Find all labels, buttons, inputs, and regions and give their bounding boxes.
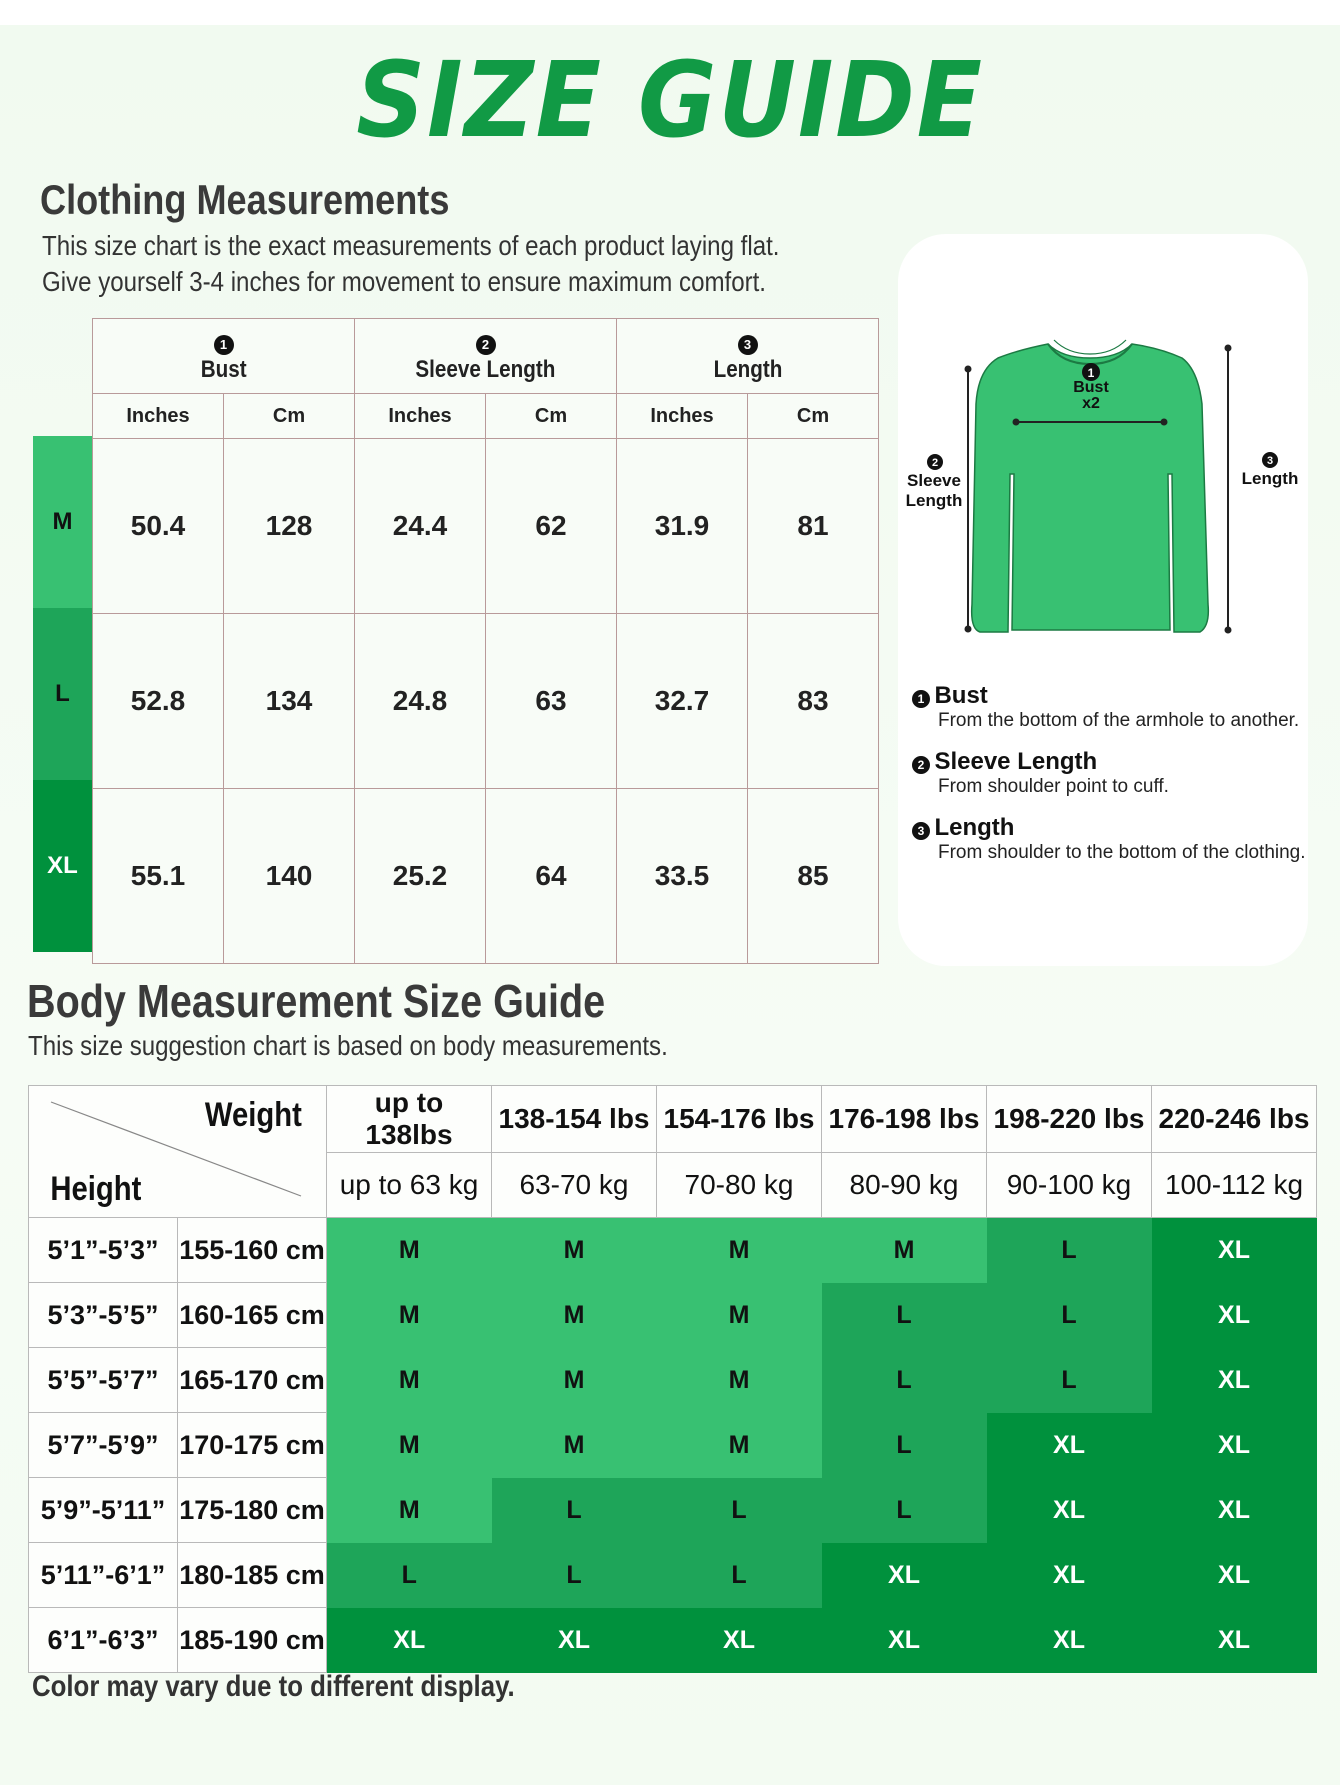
body-size-table [28,1085,1317,1673]
size-cell: XL [492,1608,657,1673]
height-ft-label: 5’11”-6’1” [29,1543,178,1608]
size-cell: XL [987,1543,1152,1608]
size-cell: M [657,1283,822,1348]
cell-value: 31.9 [617,439,748,614]
size-cell: L [657,1543,822,1608]
cell-value: 50.4 [93,439,224,614]
size-cell: L [822,1413,987,1478]
table-row [29,1543,1317,1608]
height-ft-label: 5’3”-5’5” [29,1283,178,1348]
number-badge: 1 [912,690,930,708]
cell-value: 83 [748,614,879,789]
size-cell: M [657,1218,822,1283]
cell-value: 62 [486,439,617,614]
clothing-table [92,318,879,964]
cell-value: 134 [224,614,355,789]
legend-title: Bust [934,682,988,709]
size-cell: L [327,1543,492,1608]
size-tag-xl: XL [33,780,92,952]
size-cell: M [327,1413,492,1478]
legend-title: Sleeve Length [934,748,1098,775]
bust-diagram-label: Bust [1073,379,1109,396]
weight-kg-header: 63-70 kg [492,1153,657,1218]
height-cm-label: 155-160 cm [178,1218,327,1283]
cell-value: 32.7 [617,614,748,789]
page-title: SIZE GUIDE [356,39,984,161]
sleeve-diagram-label-1: Sleeve [907,471,961,490]
table-row [29,1283,1317,1348]
cell-value: 63 [486,614,617,789]
size-cell: M [492,1348,657,1413]
clothing-desc-1: This size chart is the exact measurements of each product laying flat. [42,230,780,261]
sleeve-dot-top [965,366,972,373]
body-desc: This size suggestion chart is based on body measurements. [28,1030,668,1061]
legend-item-sleeve [912,748,1169,798]
height-ft-label: 5’1”-5’3” [29,1218,178,1283]
body-heading: Body Measurement Size Guide [27,975,606,1027]
sleeve-badge-number: 2 [931,457,939,469]
size-cell: XL [1152,1478,1317,1543]
table-row [29,1348,1317,1413]
length-dot-top [1225,345,1232,352]
number-badge: 2 [912,756,930,774]
cell-value: 64 [486,789,617,964]
cell-value: 81 [748,439,879,614]
length-badge-number: 3 [1266,455,1274,467]
shirt-diagram [898,274,1308,634]
size-cell: XL [987,1608,1152,1673]
footer-note: Color may vary due to different display. [32,1670,515,1703]
bust-dot-left [1013,419,1020,426]
height-cm-label: 180-185 cm [178,1543,327,1608]
size-cell: L [822,1478,987,1543]
size-cell: L [987,1283,1152,1348]
weight-lbs-header: 198-220 lbs [987,1086,1152,1153]
size-cell: L [492,1478,657,1543]
cell-value: 128 [224,439,355,614]
unit-header: Cm [224,394,355,439]
size-cell: M [327,1348,492,1413]
number-badge: 2 [476,335,496,355]
sleeve-dot-bottom [965,626,972,633]
legend-title: Length [934,814,1015,841]
cell-value: 85 [748,789,879,964]
cell-value: 24.4 [355,439,486,614]
legend-item-length [912,814,1306,864]
weight-kg-header: 80-90 kg [822,1153,987,1218]
table-row [93,614,879,789]
weight-lbs-header: 154-176 lbs [657,1086,822,1153]
height-label: Height [50,1170,142,1208]
bust-badge-number: 1 [1087,366,1095,380]
size-cell: L [987,1218,1152,1283]
weight-height-corner [29,1086,327,1218]
size-cell: M [657,1348,822,1413]
table-row [93,439,879,614]
bust-dot-right [1161,419,1168,426]
height-cm-label: 160-165 cm [178,1283,327,1348]
size-cell: L [987,1348,1152,1413]
diagram-card [898,234,1308,966]
height-ft-label: 6’1”-6’3” [29,1608,178,1673]
group-header-bust [93,319,355,394]
cell-value: 52.8 [93,614,224,789]
unit-header: Inches [617,394,748,439]
size-cell: M [492,1413,657,1478]
size-cell: XL [1152,1608,1317,1673]
size-cell: XL [327,1608,492,1673]
size-cell: XL [822,1608,987,1673]
weight-lbs-header: 176-198 lbs [822,1086,987,1153]
table-row [29,1608,1317,1673]
height-cm-label: 185-190 cm [178,1608,327,1673]
unit-header: Cm [748,394,879,439]
table-row [29,1413,1317,1478]
group-label: Length [713,356,782,383]
weight-lbs-header: 138-154 lbs [492,1086,657,1153]
size-cell: XL [987,1478,1152,1543]
size-cell: M [822,1218,987,1283]
length-diagram-label: Length [1241,469,1299,488]
size-cell: XL [1152,1348,1317,1413]
size-cell: L [822,1348,987,1413]
cell-value: 140 [224,789,355,964]
weight-kg-header: 90-100 kg [987,1153,1152,1218]
size-cell: XL [1152,1413,1317,1478]
size-cell: XL [987,1413,1152,1478]
size-cell: XL [1152,1283,1317,1348]
table-row [93,789,879,964]
clothing-heading: Clothing Measurements [40,176,450,223]
legend-item-bust [912,682,1299,732]
weight-label: Weight [205,1096,303,1134]
size-cell: L [822,1283,987,1348]
weight-lbs-header: 220-246 lbs [1152,1086,1317,1153]
size-tag-l: L [33,608,92,780]
height-ft-label: 5’9”-5’11” [29,1478,178,1543]
size-cell: L [657,1478,822,1543]
size-cell: M [492,1218,657,1283]
group-header-sleeve [355,319,617,394]
size-cell: XL [1152,1218,1317,1283]
size-cell: L [492,1543,657,1608]
height-ft-label: 5’7”-5’9” [29,1413,178,1478]
number-badge: 3 [738,335,758,355]
size-cell: XL [1152,1543,1317,1608]
table-row [29,1478,1317,1543]
number-badge: 3 [912,822,930,840]
size-cell: XL [657,1608,822,1673]
legend-desc: From the bottom of the armhole to another. [938,710,1300,731]
group-label: Bust [200,356,247,383]
size-cell: M [327,1218,492,1283]
size-cell: M [492,1283,657,1348]
size-cell: M [327,1283,492,1348]
weight-kg-header: up to 63 kg [327,1153,492,1218]
bust-multiplier: x2 [1082,395,1100,412]
group-header-length [617,319,879,394]
size-cell: M [327,1478,492,1543]
number-badge: 1 [214,335,234,355]
height-cm-label: 165-170 cm [178,1348,327,1413]
unit-header: Inches [355,394,486,439]
height-cm-label: 175-180 cm [178,1478,327,1543]
size-tag-m: M [33,436,92,608]
weight-kg-header: 70-80 kg [657,1153,822,1218]
weight-lbs-header: up to 138lbs [327,1086,492,1153]
size-cell: M [657,1413,822,1478]
legend-desc: From shoulder to the bottom of the clothing. [938,842,1306,863]
legend-desc: From shoulder point to cuff. [938,776,1169,797]
shirt-collar-inner-shape [1054,340,1126,354]
unit-header: Cm [486,394,617,439]
cell-value: 33.5 [617,789,748,964]
height-cm-label: 170-175 cm [178,1413,327,1478]
cell-value: 55.1 [93,789,224,964]
group-label: Sleeve Length [415,356,556,383]
sleeve-diagram-label-2: Length [905,491,963,510]
clothing-desc-2: Give yourself 3-4 inches for movement to ensure maximum comfort. [42,266,766,297]
length-dot-bottom [1225,627,1232,634]
cell-value: 25.2 [355,789,486,964]
table-row [29,1218,1317,1283]
unit-header: Inches [93,394,224,439]
size-cell: XL [822,1543,987,1608]
cell-value: 24.8 [355,614,486,789]
height-ft-label: 5’5”-5’7” [29,1348,178,1413]
weight-kg-header: 100-112 kg [1152,1153,1317,1218]
